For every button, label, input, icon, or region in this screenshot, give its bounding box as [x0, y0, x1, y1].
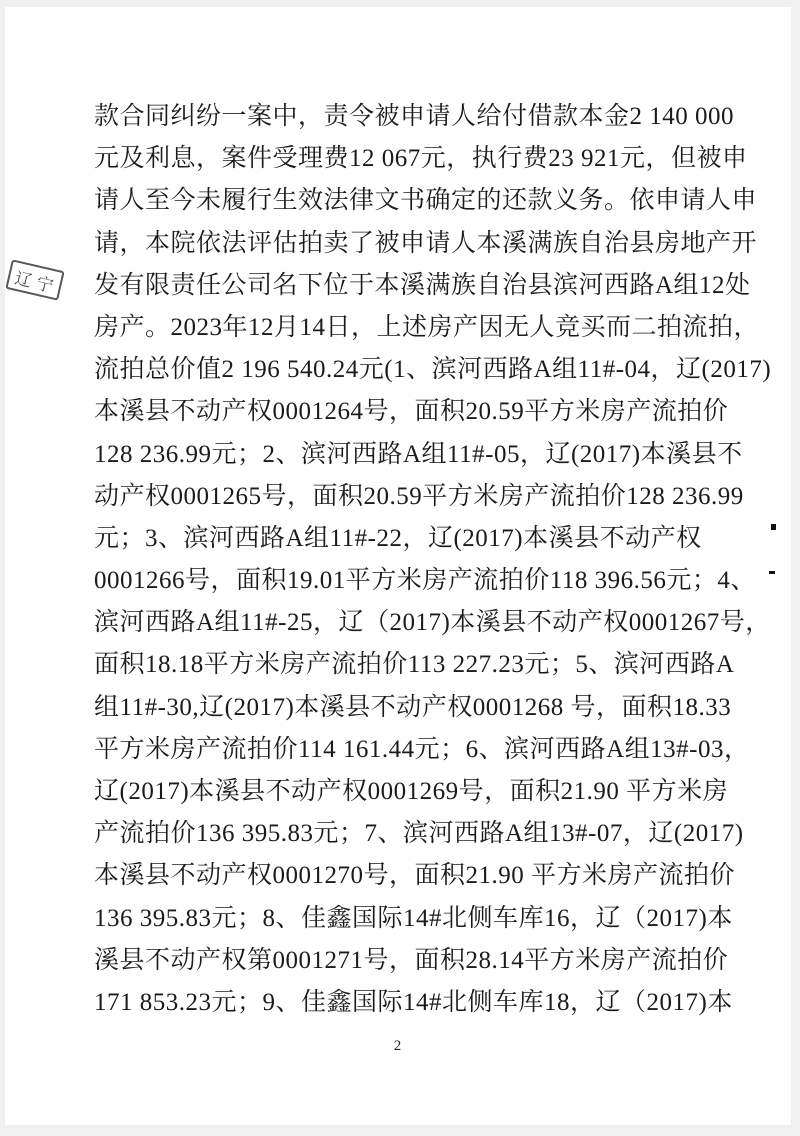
text-line: 产流拍价136 395.83元；7、滨河西路A组13#-07，辽(2017) — [94, 820, 744, 848]
text-line: 本溪县不动产权0001270号，面积21.90 平方米房产流拍价 — [94, 862, 736, 890]
text-line: 本溪县不动产权0001264号，面积20.59平方米房产流拍价 — [94, 398, 729, 426]
text-line: 发有限责任公司名下位于本溪满族自治县滨河西路A组12处 — [94, 271, 751, 299]
ink-speck-2 — [769, 571, 775, 574]
text-line: 请人至今未履行生效法律文书确定的还款义务。依申请人申 — [94, 187, 758, 215]
text-line: 元；3、滨河西路A组11#-22，辽(2017)本溪县不动产权 — [94, 524, 702, 552]
text-line: 请，本院依法评估拍卖了被申请人本溪满族自治县房地产开 — [94, 229, 758, 257]
ink-speck-1 — [771, 524, 776, 530]
text-line: 溪县不动产权第0001271号，面积28.14平方米房产流拍价 — [94, 946, 729, 974]
liaoning-stamp: 辽宁 — [5, 259, 64, 300]
text-line: 128 236.99元；2、滨河西路A组11#-05，辽(2017)本溪县不 — [94, 440, 743, 468]
text-line: 滨河西路A组11#-25，辽（2017)本溪县不动产权0001267号， — [94, 609, 771, 637]
text-line: 组11#-30,辽(2017)本溪县不动产权0001268 号，面积18.33 — [94, 693, 732, 721]
text-line: 136 395.83元；8、佳鑫国际14#北侧车库16，辽（2017)本 — [94, 904, 733, 932]
text-line: 171 853.23元；9、佳鑫国际14#北侧车库18，辽（2017)本 — [94, 988, 733, 1016]
text-line: 款合同纠纷一案中，责令被申请人给付借款本金2 140 000 — [94, 103, 735, 130]
text-line: 面积18.18平方米房产流拍价113 227.23元；5、滨河西路A — [94, 651, 735, 679]
body-text — [94, 96, 772, 1024]
text-line: 房产。2023年12月14日，上述房产因无人竞买而二拍流拍， — [94, 313, 760, 341]
page-number: 2 — [393, 1038, 403, 1054]
text-line: 平方米房产流拍价114 161.44元；6、滨河西路A组13#-03， — [94, 735, 750, 763]
text-line: 动产权0001265号，面积20.59平方米房产流拍价128 236.99 — [94, 482, 744, 510]
text-line: 元及利息，案件受理费12 067元，执行费23 921元，但被申 — [94, 145, 748, 173]
document-page — [5, 7, 791, 1125]
text-line: 0001266号，面积19.01平方米房产流拍价118 396.56元；4、 — [94, 567, 756, 595]
text-line: 辽(2017)本溪县不动产权0001269号，面积21.90 平方米房 — [94, 778, 729, 805]
text-line: 流拍总价值2 196 540.24元(1、滨河西路A组11#-04，辽(2017) — [94, 356, 772, 384]
